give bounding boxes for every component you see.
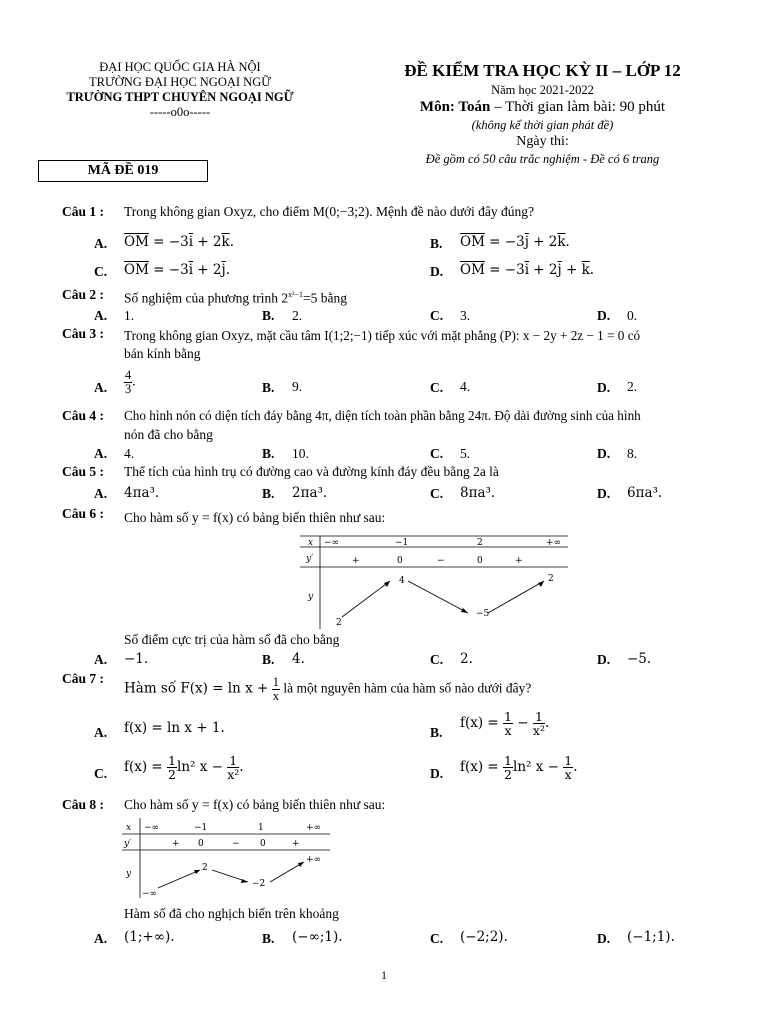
question-text: Cho hình nón có diện tích đáy bằng 4π, diện tích toàn phần bằng 24π. Độ dài đường sinh của hình bbox=[124, 408, 641, 423]
sign: − bbox=[232, 839, 240, 849]
q1-text: Trong không gian Oxyz, cho điểm M(0;−3;2). Mệnh đề nào dưới đây đúng? bbox=[124, 204, 535, 219]
option-key: A. bbox=[94, 486, 108, 501]
x-label: x bbox=[308, 538, 314, 548]
option-text: 9. bbox=[292, 379, 303, 394]
sign: 0 bbox=[397, 556, 403, 566]
option-key: D. bbox=[597, 652, 611, 667]
vec-om: $\overline{OM}$ bbox=[124, 234, 149, 250]
exam-header bbox=[345, 60, 740, 168]
option-key: B. bbox=[430, 725, 443, 740]
option-text: $\overline{OM} = -3\overline{i} + 2\overline{j} + \overline{k}$. bbox=[460, 262, 595, 278]
option-text: 6πa³. bbox=[627, 485, 663, 501]
option-key: C. bbox=[94, 264, 108, 279]
variation-table-q8 bbox=[120, 816, 332, 898]
option-text: 4πa³. bbox=[124, 485, 160, 501]
x-val: −∞ bbox=[324, 538, 340, 548]
option-text: (1;+∞). bbox=[124, 929, 175, 945]
question-text-cont: Hàm số đã cho nghịch biến trên khoảng bbox=[124, 906, 339, 921]
option-key: D. bbox=[430, 264, 444, 279]
option-text: 2. bbox=[627, 379, 638, 394]
question-label: Câu 8 : bbox=[62, 797, 105, 812]
question-text-cont: nón đã cho bằng bbox=[124, 427, 213, 442]
option-text: 3. bbox=[460, 308, 471, 323]
option-key: B. bbox=[262, 308, 275, 323]
option-key: B. bbox=[262, 380, 275, 395]
school-name: TRƯỜNG THPT CHUYÊN NGOẠI NGỮ bbox=[66, 90, 294, 104]
question-label: Câu 2 : bbox=[62, 287, 105, 302]
option-key: B. bbox=[262, 652, 275, 667]
variation-table-q6 bbox=[300, 533, 570, 629]
option-key: A. bbox=[94, 446, 108, 461]
y-label: y bbox=[308, 592, 314, 602]
school-year: Năm học 2021-2022 bbox=[491, 83, 594, 97]
exam-code-box: MÃ ĐỀ 019 bbox=[38, 160, 208, 182]
option-text: (−∞;1). bbox=[292, 929, 343, 945]
question-text: Hàm số F(x) = ln x + $\frac{1}{x}$ là một nguyên hàm của hàm số nào dưới đây? bbox=[124, 675, 532, 703]
option-key: C. bbox=[430, 380, 444, 395]
option-key: B. bbox=[430, 236, 443, 251]
sign: + bbox=[292, 839, 300, 849]
option-text: −1. bbox=[124, 651, 149, 667]
option-key: A. bbox=[94, 236, 108, 251]
y-val: −2 bbox=[252, 879, 266, 889]
subject-label: Môn: Toán bbox=[419, 99, 491, 115]
option-key: C. bbox=[430, 446, 444, 461]
question-label: Câu 3 : bbox=[62, 326, 105, 341]
sign: 0 bbox=[260, 839, 266, 849]
page-number: 1 bbox=[381, 968, 387, 982]
sign: + bbox=[352, 556, 360, 566]
option-key: A. bbox=[94, 308, 108, 323]
exam-title: ĐỀ KIỂM TRA HỌC KỲ II – LỚP 12 bbox=[404, 61, 681, 80]
option-text: f(x) = ln x + 1. bbox=[124, 720, 225, 736]
option-text: 8πa³. bbox=[460, 485, 496, 501]
option-key: C. bbox=[430, 931, 444, 946]
sign: + bbox=[515, 556, 523, 566]
option-text: f(x) = $\frac{1}{2}$ ln² x − $\frac{1}{x}$ . bbox=[460, 753, 578, 782]
option-key: D. bbox=[597, 931, 611, 946]
option-key: C. bbox=[430, 308, 444, 323]
y-val: 2 bbox=[202, 863, 208, 873]
option-text: 2. bbox=[460, 651, 473, 667]
y-val: −5 bbox=[476, 609, 490, 619]
subject-time: – Thời gian làm bài: 90 phút bbox=[490, 99, 666, 115]
question-text: Cho hàm số y = f(x) có bảng biến thiên như sau: bbox=[124, 797, 386, 812]
x-label: x bbox=[126, 823, 132, 833]
option-text: 2πa³. bbox=[292, 485, 328, 501]
option-text: $\overline{OM} = -3\overline{i} + 2\overline{k}$. bbox=[124, 234, 234, 250]
option-key: D. bbox=[597, 308, 611, 323]
yprime-label: y′ bbox=[306, 554, 314, 564]
sign: − bbox=[437, 556, 445, 566]
option-key: D. bbox=[597, 446, 611, 461]
y-label: y bbox=[126, 869, 132, 879]
question-label: Câu 1 : bbox=[62, 204, 105, 219]
question-text: Thể tích của hình trụ có đường cao và đường kính đáy đều bằng 2a là bbox=[124, 464, 499, 479]
y-val: +∞ bbox=[306, 855, 322, 865]
question-text-cont: Số điểm cực trị của hàm số đã cho bằng bbox=[124, 632, 340, 647]
option-key: C. bbox=[430, 652, 444, 667]
option-text: 1. bbox=[124, 308, 135, 323]
x-val: −∞ bbox=[144, 823, 160, 833]
question-text-cont: bán kính bằng bbox=[124, 346, 201, 361]
x-val: −1 bbox=[395, 538, 409, 548]
yprime-label: y′ bbox=[124, 839, 132, 849]
sign: 0 bbox=[198, 839, 204, 849]
school-header bbox=[40, 60, 320, 120]
y-val: −∞ bbox=[142, 889, 158, 898]
option-text: $\frac{4}{3}$ . bbox=[125, 368, 136, 396]
time-note: (không kể thời gian phát đề) bbox=[471, 118, 614, 132]
option-key: C. bbox=[430, 486, 444, 501]
option-key: C. bbox=[94, 766, 108, 781]
option-text: $\overline{OM} = -3\overline{i} + 2\overline{j}$. bbox=[124, 262, 230, 278]
option-key: D. bbox=[597, 486, 611, 501]
y-val: 4 bbox=[399, 576, 405, 586]
option-text: −5. bbox=[627, 651, 652, 667]
x-val: 1 bbox=[258, 823, 264, 833]
option-key: A. bbox=[94, 380, 108, 395]
question-label: Câu 4 : bbox=[62, 408, 105, 423]
option-key: B. bbox=[262, 446, 275, 461]
sign: 0 bbox=[477, 556, 483, 566]
option-text: (−1;1). bbox=[627, 929, 675, 945]
option-text: 4. bbox=[124, 446, 135, 461]
option-text: (−2;2). bbox=[460, 929, 508, 945]
header-divider: -----o0o----- bbox=[149, 105, 211, 119]
option-key: A. bbox=[94, 725, 108, 740]
y-val: 2 bbox=[336, 618, 342, 628]
x-val: −1 bbox=[194, 823, 208, 833]
question-label: Câu 5 : bbox=[62, 464, 105, 479]
university-name: ĐẠI HỌC QUỐC GIA HÀ NỘI bbox=[99, 60, 261, 74]
x-val: +∞ bbox=[546, 538, 562, 548]
exam-date: Ngày thi: bbox=[516, 134, 569, 149]
x-val: 2 bbox=[477, 538, 483, 548]
subject-line bbox=[345, 98, 740, 117]
option-text: 5. bbox=[460, 446, 471, 461]
question-text: Cho hàm số y = f(x) có bảng biến thiên như sau: bbox=[124, 510, 386, 525]
option-text: f(x) = $\frac{1}{x}$ − $\frac{1}{\text{x²}}$ . bbox=[460, 709, 550, 738]
question-label: Câu 6 : bbox=[62, 506, 105, 521]
option-text: f(x) = $\frac{1}{2}$ ln² x − $\frac{1}{\text{x²}}$ . bbox=[124, 753, 244, 782]
option-text: 2. bbox=[292, 308, 303, 323]
option-text: 4. bbox=[460, 379, 471, 394]
question-label: Câu 7 : bbox=[62, 671, 105, 686]
question-text: Trong không gian Oxyz, mặt cầu tâm I(1;2;−1) tiếp xúc với mặt phẳng (P): x − 2y + 2z − 1 = 0 có bbox=[124, 328, 641, 343]
exam-info: Đề gồm có 50 câu trắc nghiệm - Đề có 6 trang bbox=[425, 152, 660, 166]
x-val: +∞ bbox=[306, 823, 322, 833]
question-text: Số nghiệm của phương trình $2^{x^2-1}=5$ bằng bbox=[124, 290, 347, 306]
option-text: $\overline{OM} = -3\overline{j} + 2\overline{k}$. bbox=[460, 234, 570, 250]
y-val: 2 bbox=[548, 574, 554, 584]
option-key: B. bbox=[262, 931, 275, 946]
sign: + bbox=[172, 839, 180, 849]
option-key: B. bbox=[262, 486, 275, 501]
question-text bbox=[124, 204, 534, 220]
option-text: 10. bbox=[292, 446, 309, 461]
option-text: 8. bbox=[627, 446, 638, 461]
option-key: A. bbox=[94, 931, 108, 946]
option-text: 0. bbox=[627, 308, 638, 323]
option-text: 4. bbox=[292, 651, 305, 667]
faculty-name: TRƯỜNG ĐẠI HỌC NGOẠI NGỮ bbox=[89, 75, 271, 89]
option-key: A. bbox=[94, 652, 108, 667]
option-key: D. bbox=[597, 380, 611, 395]
option-key: D. bbox=[430, 766, 444, 781]
